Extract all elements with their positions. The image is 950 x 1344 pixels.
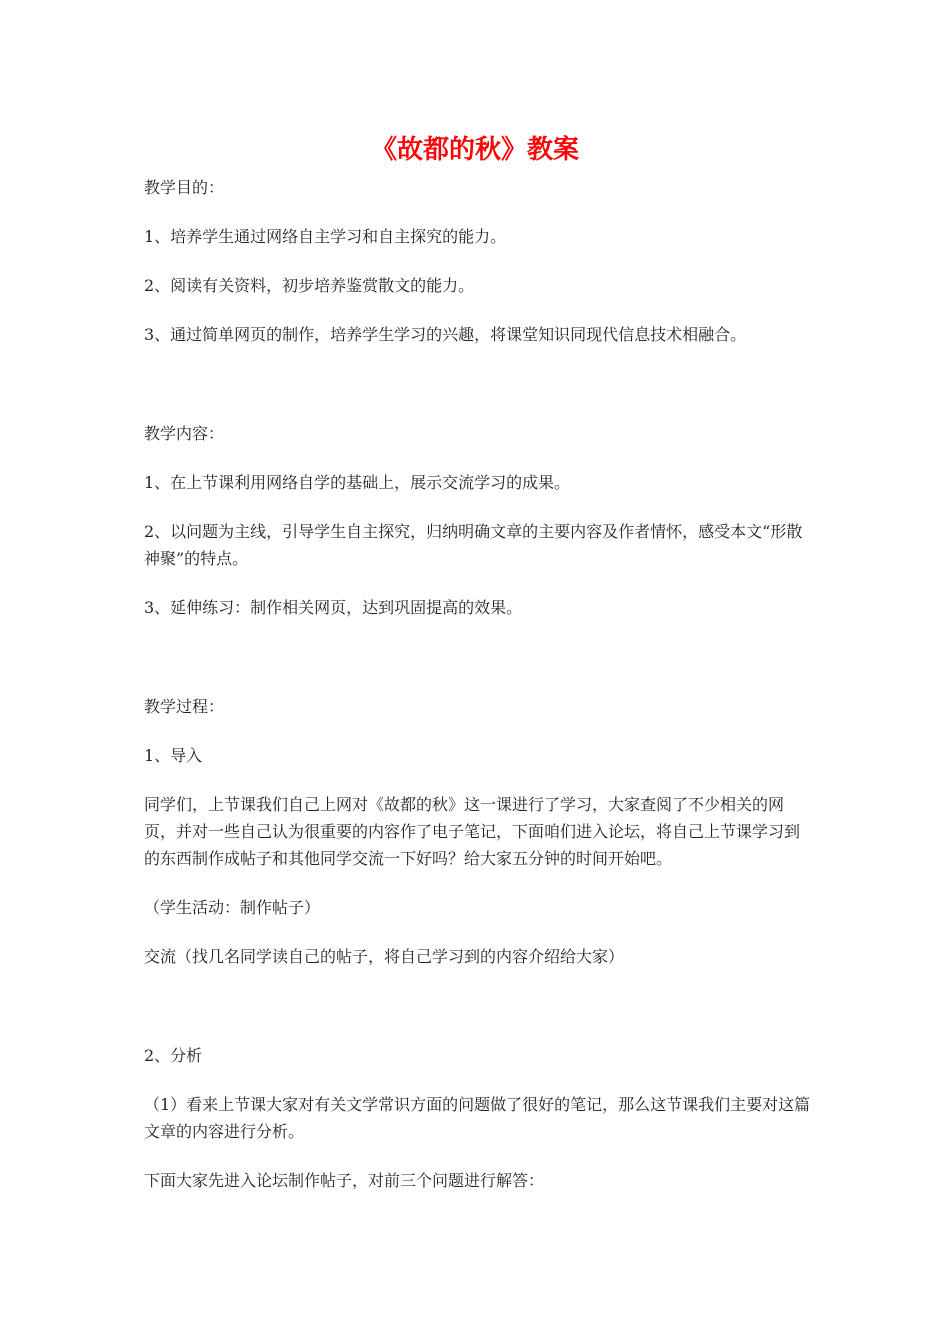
- paragraph: 2、阅读有关资料，初步培养鉴赏散文的能力。: [144, 276, 475, 295]
- paragraph: 下面大家先进入论坛制作帖子，对前三个问题进行解答：: [144, 1171, 545, 1190]
- section-heading-content: 教学内容：: [144, 424, 225, 443]
- document-body: [144, 174, 812, 1194]
- section-heading-process: 教学过程：: [144, 697, 225, 716]
- paragraph: 3、通过简单网页的制作，培养学生学习的兴趣，将课堂知识同现代信息技术相融合。: [144, 325, 747, 344]
- paragraph: （学生活动：制作帖子）: [144, 898, 321, 917]
- section-heading-analysis: 2、分析: [144, 1046, 203, 1065]
- section-heading-objectives: 教学目的：: [144, 178, 225, 197]
- paragraph: 交流（找几名同学读自己的帖子，将自己学习到的内容介绍给大家）: [144, 947, 625, 966]
- paragraph: 1、在上节课利用网络自学的基础上，展示交流学习的成果。: [144, 473, 571, 492]
- paragraph: 1、培养学生通过网络自主学习和自主探究的能力。: [144, 227, 507, 246]
- paragraph: 2、以问题为主线，引导学生自主探究，归纳明确文章的主要内容及作者情怀，感受本文“形散神聚”的特点。: [144, 522, 803, 568]
- paragraph: 3、延伸练习：制作相关网页，达到巩固提高的效果。: [144, 598, 523, 617]
- paragraph: （1）看来上节课大家对有关文学常识方面的问题做了很好的笔记，那么这节课我们主要对这篇文章的内容进行分析。: [144, 1095, 811, 1141]
- paragraph: 同学们，上节课我们自己上网对《故都的秋》这一课进行了学习，大家查阅了不少相关的网页，并对一些自己认为很重要的内容作了电子笔记，下面咱们进入论坛，将自己上节课学习到的东西制作成帖子和其他同学交流一下好吗？给大家五分钟的时间开始吧。: [144, 795, 801, 868]
- document-title: 《故都的秋》教案: [370, 135, 579, 165]
- paragraph: 1、导入: [144, 746, 203, 765]
